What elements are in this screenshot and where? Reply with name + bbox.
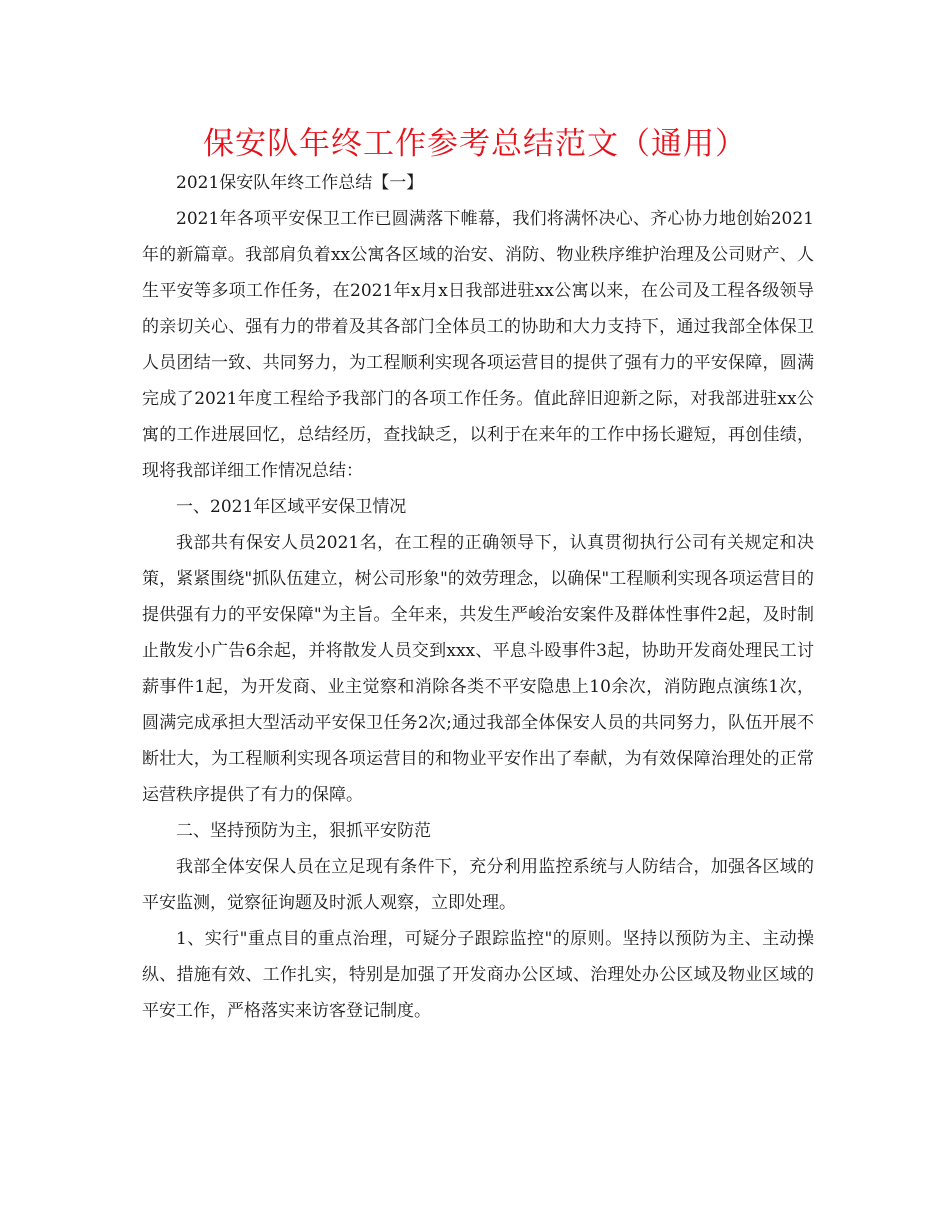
section-heading-2: 一、2021年区域平安保卫情况: [176, 497, 407, 517]
document-body: [142, 165, 814, 1029]
document-title: 保安队年终工作参考总结范文（通用）: [203, 126, 747, 162]
section-heading-1: 2021保安队年终工作总结【一】: [176, 173, 424, 193]
paragraph-prevention: 我部全体安保人员在立足现有条件下，充分利用监控系统与人防结合，加强各区域的平安监测，觉察征询题及时派人观察，立即处理。: [142, 857, 814, 913]
paragraph-principle: 1、实行"重点目的重点治理，可疑分子跟踪监控"的原则。坚持以预防为主、主动操纵、措施有效、工作扎实，特别是加强了开发商办公区域、治理处办公区域及物业区域的平安工作，严格落实来访客登记制度。: [142, 929, 814, 1021]
paragraph-intro: 2021年各项平安保卫工作已圆满落下帷幕，我们将满怀决心、齐心协力地创始2021年的新篇章。我部肩负着xx公寓各区域的治安、消防、物业秩序维护治理及公司财产、人生平安等多项工作任务，在2021年x月x日我部进驻xx公寓以来，在公司及工程各级领导的亲切关心、强有力的带着及其各部门全体员工的协助和大力支持下，通过我部全体保卫人员团结一致、共同努力，为工程顺利实现各项运营目的提供了强有力的平安保障，圆满完成了2021年度工程给予我部门的各项工作任务。值此辞旧迎新之际，对我部进驻xx公寓的工作进展回忆，总结经历，查找缺乏，以利于在来年的工作中扬长避短，再创佳绩，现将我部详细工作情况总结：: [142, 209, 814, 481]
paragraph-security-overview: 我部共有保安人员2021名，在工程的正确领导下，认真贯彻执行公司有关规定和决策，紧紧围绕"抓队伍建立，树公司形象"的效劳理念，以确保"工程顺利实现各项运营目的提供强有力的平安保障"为主旨。全年来，共发生严峻治安案件及群体性事件2起，及时制止散发小广告6余起，并将散发人员交到xxx、平息斗殴事件3起，协助开发商处理民工讨薪事件1起，为开发商、业主觉察和消除各类不平安隐患上10余次，消防跑点演练1次，圆满完成承担大型活动平安保卫任务2次;通过我部全体保安人员的共同努力，队伍开展不断壮大，为工程顺利实现各项运营目的和物业平安作出了奉献，为有效保障治理处的正常运营秩序提供了有力的保障。: [142, 533, 814, 805]
section-heading-3: 二、坚持预防为主，狠抓平安防范: [176, 821, 431, 841]
